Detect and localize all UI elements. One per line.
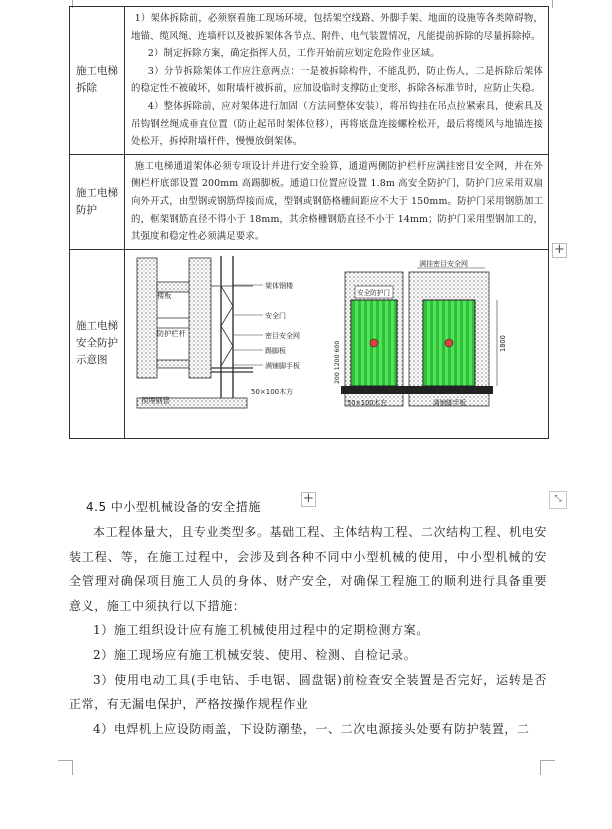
table-row-diagram xyxy=(70,249,549,438)
label-bottom-timber: 50×100木方 xyxy=(347,398,387,407)
row-content-protection[interactable] xyxy=(125,154,549,249)
document-table xyxy=(69,6,549,439)
label-door: 安全防护门 xyxy=(357,288,390,297)
elevator-protection-diagram xyxy=(133,256,553,428)
label-toe-board: 踢脚板 xyxy=(265,346,286,355)
section-heading: 4.5 中小型机械设备的安全措施 xyxy=(86,500,261,514)
add-row-button[interactable]: + xyxy=(301,492,316,507)
label-dense-net: 密目安全网 xyxy=(265,331,300,340)
dimension-1800: 1800 xyxy=(499,334,507,352)
diagram-cell[interactable] xyxy=(125,249,549,438)
row-label-dismantle: 施工电梯拆除 xyxy=(70,7,125,155)
label-safety-door: 安全门 xyxy=(265,311,286,320)
paragraph: 本工程体量大，且专业类型多。基础工程、主体结构工程、二次结构工程、机电安装工程、等，在施工过程中，会涉及到各种不同中小型机械的使用，中小型机械的安全管理对确保项目施工人员的身体、财产安全，对确保工程施工的顺利进行具备重要意义，施工中须执行以下措施： xyxy=(69,525,547,613)
row-label-diagram: 施工电梯安全防护示意图 xyxy=(70,249,125,438)
label-hang-net: 满挂密目安全网 xyxy=(419,259,468,268)
corner-mark-top-right xyxy=(552,0,567,8)
label-bottom-board: 满铺脚手板 xyxy=(433,398,466,407)
table-resize-handle[interactable]: ⤡ xyxy=(549,491,567,509)
label-embed-pipe: 预埋钢管 xyxy=(141,395,170,405)
table-row-protection xyxy=(70,154,549,249)
label-scaffold-board: 满铺脚手板 xyxy=(265,361,300,370)
side-view xyxy=(137,256,300,408)
corner-mark-bottom-left xyxy=(58,760,73,775)
paragraph: 4）电焊机上应设防雨盖，下设防潮垫，一、二次电源接头处要有防护装置，二 xyxy=(93,721,530,736)
floor-slab xyxy=(157,360,193,368)
paragraph: 3）使用电动工具(手电钻、手电锯、圆盘锯)前检查安全装置是否完好，运转是否正常，有无漏电保护，严格按操作规程作业 xyxy=(69,672,547,712)
add-column-button[interactable]: + xyxy=(552,243,567,258)
label-floor-slab: 楼板 xyxy=(157,290,172,300)
paragraph: 4）整体拆除前，应对架体进行加固（方法同整体安装），将吊钩挂在吊点拉紧索具，使索具及吊钩钢丝绳成垂直位置（防止起吊时架体位移），再将底盘连接螺栓松开，最后将缆风与地锚连接处松开，拆掉附墙杆件，慢慢放倒架体。 xyxy=(131,100,543,148)
front-view xyxy=(334,259,507,407)
row-content-dismantle[interactable] xyxy=(125,7,549,155)
building-column-right xyxy=(189,258,211,378)
paragraph: 施工电梯通道架体必须专项设计并进行安全验算，通道两侧防护栏杆应满挂密目安全网，并在外侧栏杆底部设置 200mm 高踢脚板。通道口位置应设置 1.8m 高安全防护门，防护门应采用双扇向外开式，由型钢或钢筋焊接而成，型钢或钢筋格栅间距应不大于 150mm。防护门采用钢筋加工的，框架钢筋直径不得小于 18mm，其余格栅钢筋直径不小于 14mm；防护门采用型钢加工的，其强度和稳定性必须满足要求。 xyxy=(131,160,543,243)
paragraph: 2）施工现场应有施工机械安装、使用、检测、自检记录。 xyxy=(93,647,417,662)
dimension-left: 200 1200 600 xyxy=(334,340,341,384)
paragraph: 1）架体拆除前，必须察看施工现场环境，包括架空线路、外脚手架、地面的设施等各类障碍物，地锚、缆风绳、连墙杆以及被拆架体各节点、附件、电气装置情况，凡能提前拆除的尽量拆除掉。 xyxy=(131,13,543,42)
corner-mark-bottom-right xyxy=(540,760,555,775)
label-frame: 架体钢楼 xyxy=(265,281,293,290)
section-body[interactable] xyxy=(69,520,547,741)
row-label-protection: 施工电梯防护 xyxy=(70,154,125,249)
table-row-dismantle xyxy=(70,7,549,155)
building-column xyxy=(137,258,157,378)
paragraph: 1）施工组织设计应有施工机械使用过程中的定期检测方案。 xyxy=(93,623,429,638)
label-guard-rail: 防护栏杆 xyxy=(157,328,186,338)
paragraph: 2）制定拆除方案，确定指挥人员，工作开始前应划定危险作业区域。 xyxy=(147,48,440,60)
paragraph: 3）分节拆除架体工作应注意两点：一是被拆除构件，不能乱扔，防止伤人，二是拆除后架体的稳定性不被破坏，如附墙杆被拆前，应加设临时支撑防止变形，拆除各标准节时，应防止失稳。 xyxy=(131,65,543,95)
label-timber: 50×100木方 xyxy=(251,387,294,396)
